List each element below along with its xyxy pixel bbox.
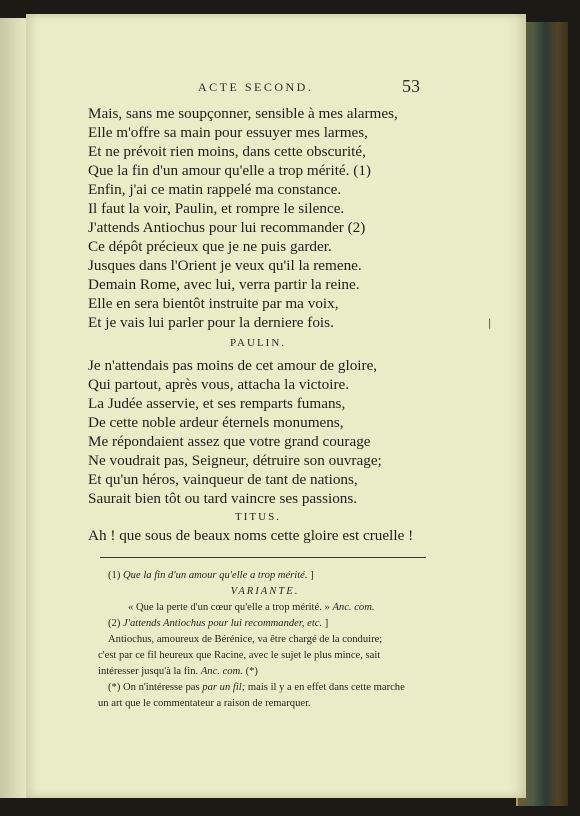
footnote-quote: Que la fin d'un amour qu'elle a trop mérité. [123, 570, 308, 581]
star-note-emphasis: par un fil; [202, 682, 246, 693]
verse-line: J'attends Antiochus pour lui recommander (2) [88, 219, 366, 236]
verse-block-titus [88, 104, 428, 332]
running-head: ACTE SECOND. [198, 80, 314, 94]
footnote-2-star: (*) [245, 666, 258, 677]
speaker-name-titus: TITUS. [235, 511, 281, 523]
footnote-1-reference [98, 568, 432, 584]
verse-line: Saurait bien tôt ou tard vaincre ses passions. [88, 490, 358, 507]
footnote-bracket: ] [310, 570, 314, 581]
variante-heading: VARIANTE. [230, 586, 300, 597]
footnote-2-comment-end [98, 664, 432, 680]
verse-line: Et qu'un héros, vainqueur de tant de nations, [88, 471, 358, 488]
variante-source: Anc. com. [332, 602, 375, 613]
facing-page-edge [0, 18, 27, 798]
verse-line: Me répondaient assez que votre grand courage [88, 433, 371, 450]
footnote-2-comment: c'est par ce fil heureux que Racine, avec le sujet le plus mince, sait [98, 650, 381, 661]
verse-line: Elle m'offre sa main pour essuyer mes larmes, [88, 124, 368, 141]
footnote-2-source: Anc. com. [200, 666, 243, 677]
variante-quote: « Que la perte d'un cœur qu'elle a trop mérité. » [128, 602, 330, 613]
verse-line: Demain Rome, avec lui, verra partir la reine. [88, 276, 360, 293]
verse-line: Et je vais lui parler pour la derniere fois. [88, 314, 334, 331]
speaker-name-paulin: PAULIN. [229, 337, 287, 349]
footnotes [98, 568, 432, 712]
variante-text [98, 600, 432, 616]
verse-line: Je n'attendais pas moins de cet amour de gloire, [88, 357, 378, 374]
footnote-rule [100, 557, 426, 558]
footnote-number: (1) [108, 570, 121, 581]
footnote-bracket: ] [324, 618, 329, 629]
footnote-number: (2) [108, 618, 121, 629]
page-number: 53 [402, 76, 420, 96]
verse-line: Qui partout, après vous, attacha la victoire. [88, 376, 350, 393]
footnote-2-text: intéresser jusqu'à la fin. [98, 666, 199, 677]
verse-line: De cette noble ardeur éternels monumens, [88, 414, 344, 431]
footnote-2-reference [98, 616, 432, 632]
verse-block-paulin [88, 356, 428, 508]
star-note-text: mais il y a en effet dans cette marche [247, 682, 405, 693]
verse-line: Jusques dans l'Orient je veux qu'il la remene. [88, 257, 362, 274]
verse-line: La Judée asservie, et ses remparts fumans, [88, 395, 346, 412]
verse-line: Que la fin d'un amour qu'elle a trop mérité. (1) [88, 162, 371, 179]
star-note [98, 680, 432, 696]
verse-line: Ah ! que sous de beaux noms cette gloire est cruelle ! [88, 527, 414, 544]
verse-line: Ce dépôt précieux que je ne puis garder. [88, 238, 332, 255]
verse-line: Elle en sera bientôt instruite par ma voix, [88, 295, 339, 312]
verse-line: Il faut la voir, Paulin, et rompre le silence. [88, 200, 345, 217]
footnote-2-comment: Antiochus, amoureux de Bérénice, va être chargé de la conduire; [108, 634, 383, 645]
page-header [0, 76, 580, 100]
verse-block-titus-2 [88, 526, 428, 545]
margin-mark: | [488, 318, 492, 329]
verse-line: Enfin, j'ai ce matin rappelé ma constance. [88, 181, 342, 198]
star-note-text: (*) On n'intéresse pas [108, 682, 200, 693]
verse-line: Ne voudrait pas, Seigneur, détruire son ouvrage; [88, 452, 382, 469]
footnote-quote: J'attends Antiochus pour lui recommander, etc. [123, 618, 323, 629]
verse-line: Mais, sans me soupçonner, sensible à mes alarmes, [88, 105, 398, 122]
star-note-end: un art que le commentateur a raison de remarquer. [98, 698, 311, 709]
verse-line: Et ne prévoit rien moins, dans cette obscurité, [88, 143, 366, 160]
